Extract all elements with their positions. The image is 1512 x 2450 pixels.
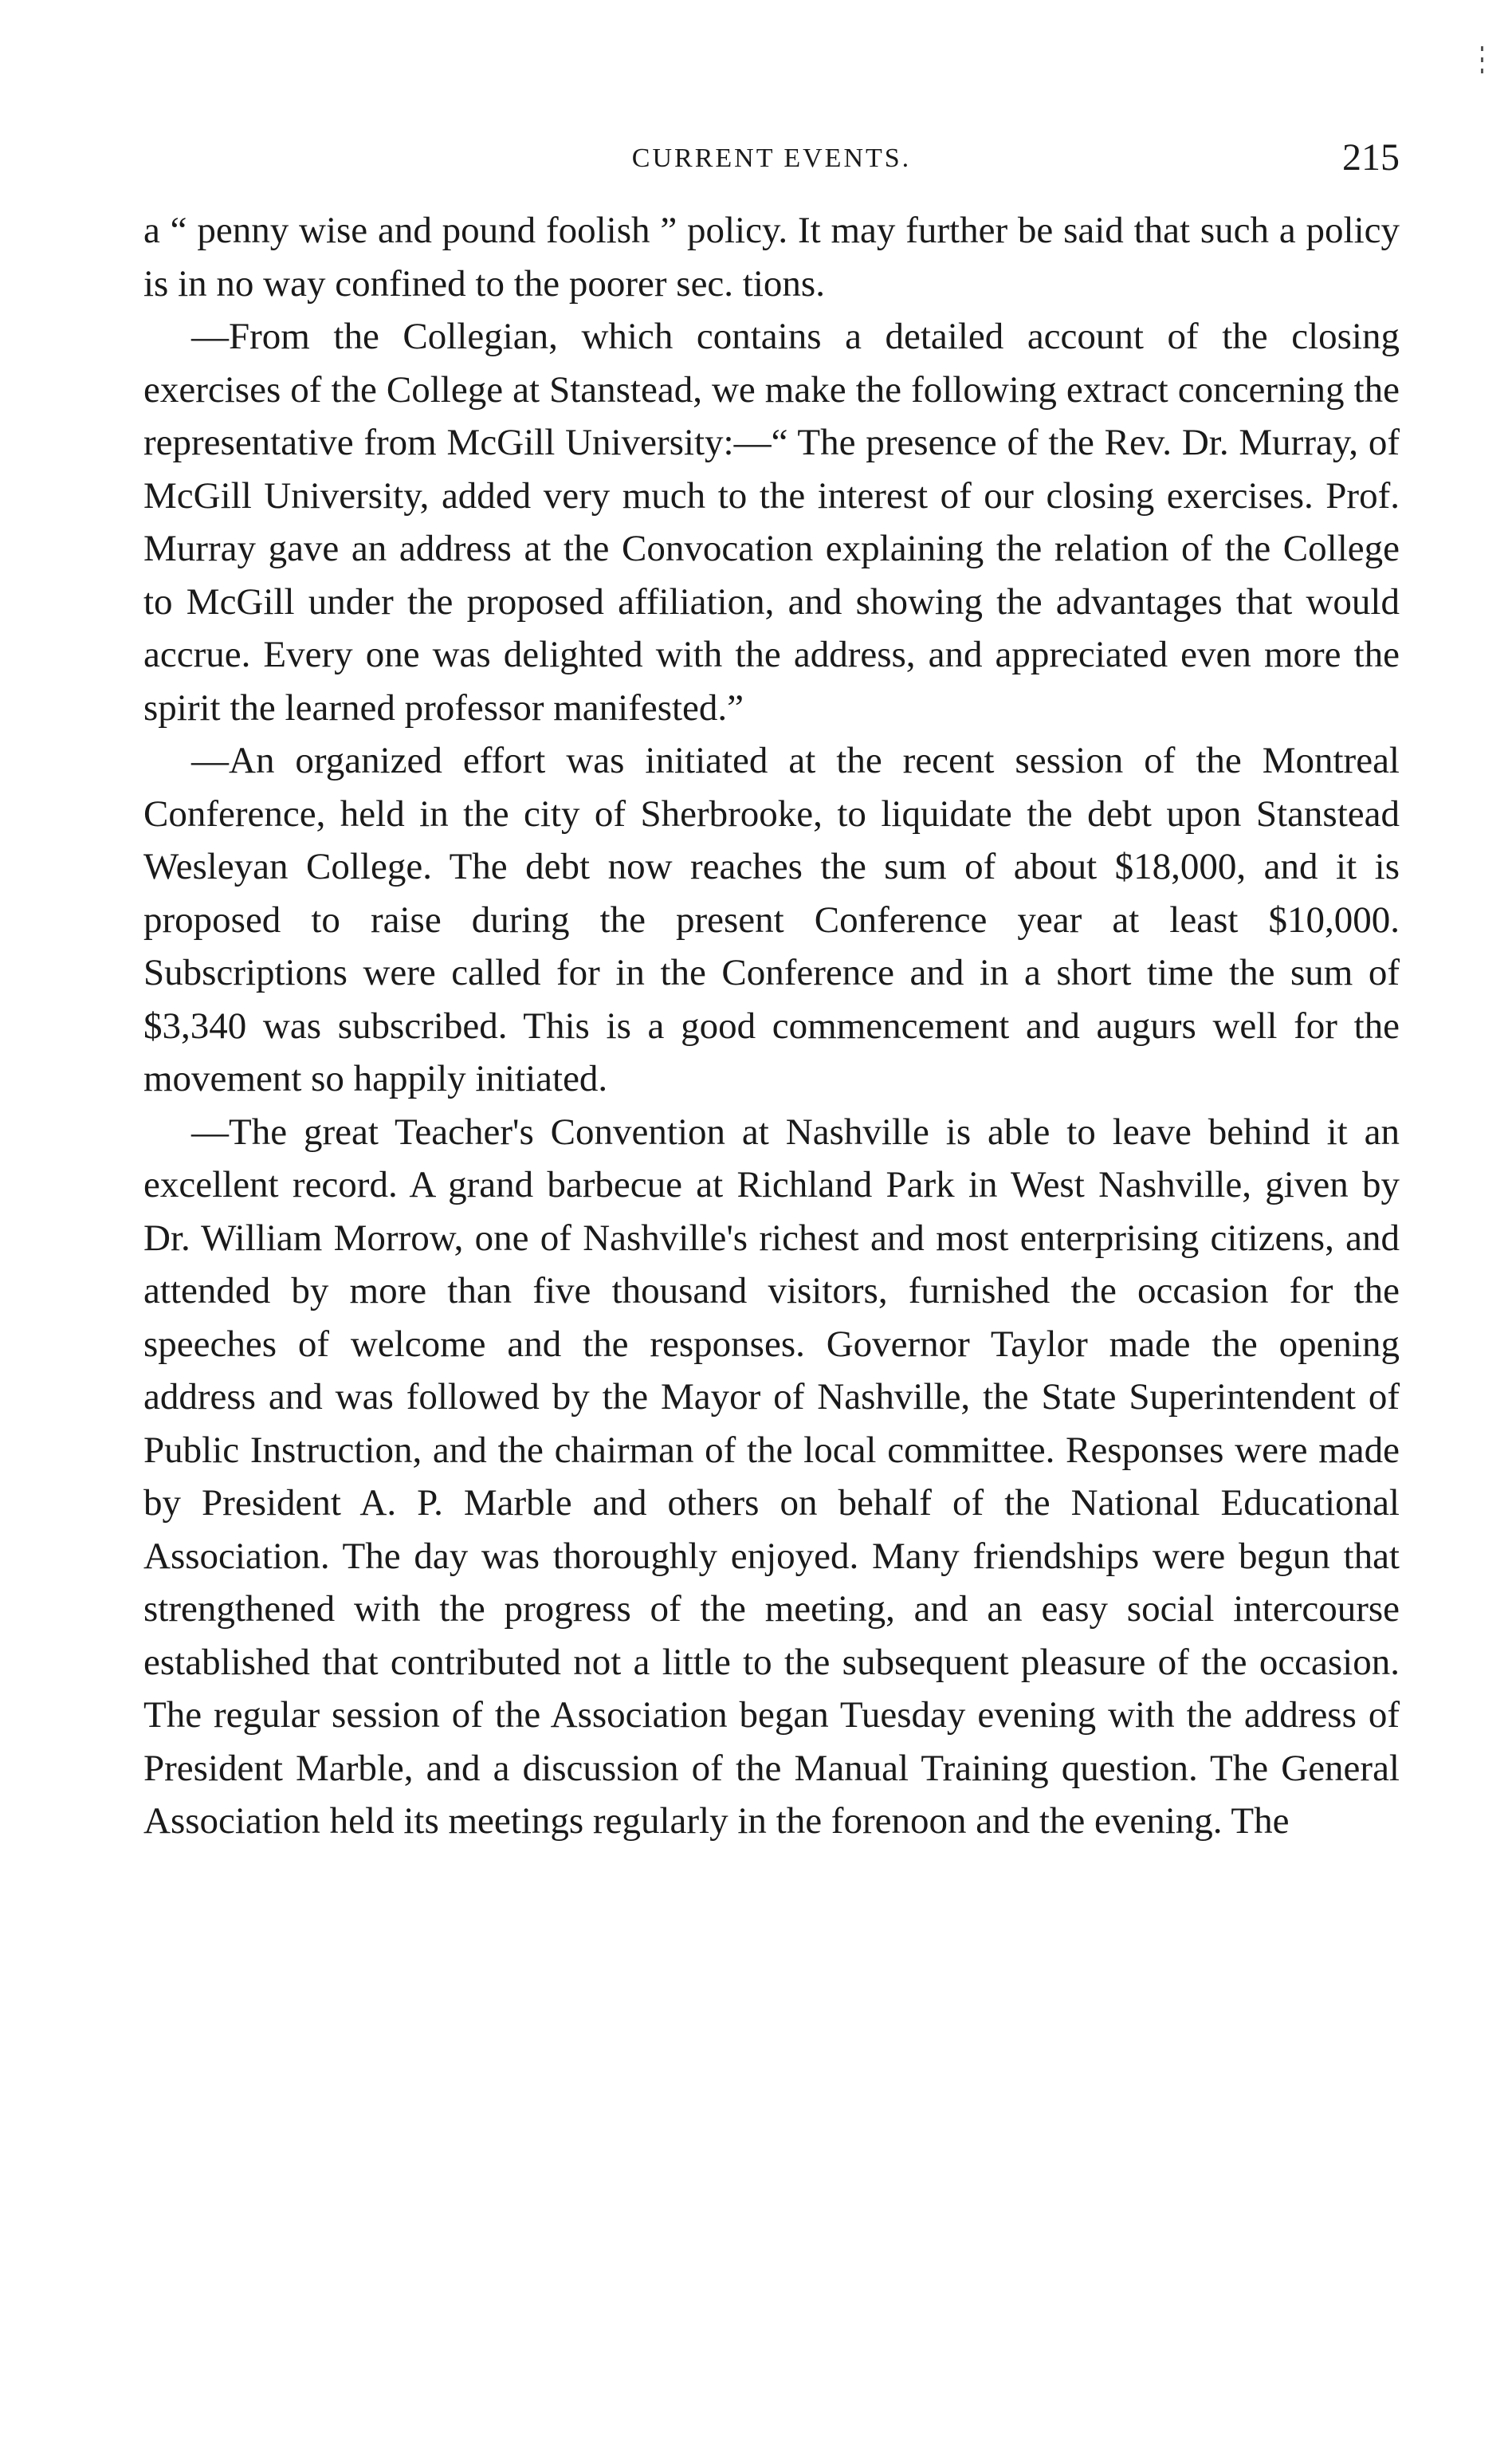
body-text: [143, 204, 1400, 1848]
paragraph-nashville-convention: —The great Teacher's Convention at Nashville is able to leave behind it an excellent record. A grand barbecue at Richland Park in West Nashville, given by Dr. William Morrow, one of Nashville's richest and most enterprising citizens, and attended by more than five thousand visitors, furnished the occasion for the speeches of welcome and the responses. Governor Taylor made the opening address and was followed by the Mayor of Nashville, the State Superintendent of Public Instruction, and the chairman of the local committee. Responses were made by President A. P. Marble and others on behalf of the National Educational Association. The day was thoroughly enjoyed. Many friendships were begun that strengthened with the progress of the meeting, and an easy social intercourse established that contributed not a little to the subsequent pleasure of the occasion. The regular session of the Association began Tuesday evening with the address of President Marble, and a discussion of the Manual Training question. The General Association held its meetings regularly in the forenoon and the evening. The: [143, 1111, 1400, 1842]
running-title: CURRENT EVENTS.: [631, 144, 912, 173]
page-edge-mark: [1481, 46, 1483, 73]
paragraph-collegian-extract: —From the Collegian, which contains a detailed account of the closing exercises of the College at Stanstead, we make the following extract concerning the representative from McGill University:—“ The presence of the Rev. Dr. Murray, of McGill University, added very much to the interest of our closing exercises. Prof. Murray gave an address at the Convocation explaining the relation of the College to McGill under the proposed affiliation, and showing the advantages that would accrue. Every one was delighted with the address, and appreciated even more the spirit the learned professor manifested.”: [143, 316, 1400, 729]
book-page: [143, 136, 1400, 1848]
paragraph-stanstead-debt: —An organized effort was initiated at the recent session of the Montreal Conference, held in the city of Sherbrooke, to liquidate the debt upon Stanstead Wesleyan College. The debt now reaches the sum of about $18,000, and it is proposed to raise during the present Conference year at least $10,000. Subscriptions were called for in the Conference and in a short time the sum of $3,340 was subscribed. This is a good commencement and augurs well for the movement so happily initiated.: [143, 740, 1400, 1099]
paragraph-continuation: a “ penny wise and pound foolish ” policy. It may further be said that such a policy is in no way confined to the poorer sec. tions.: [143, 210, 1400, 305]
page-number: 215: [1342, 136, 1400, 179]
running-head: [143, 136, 1400, 199]
